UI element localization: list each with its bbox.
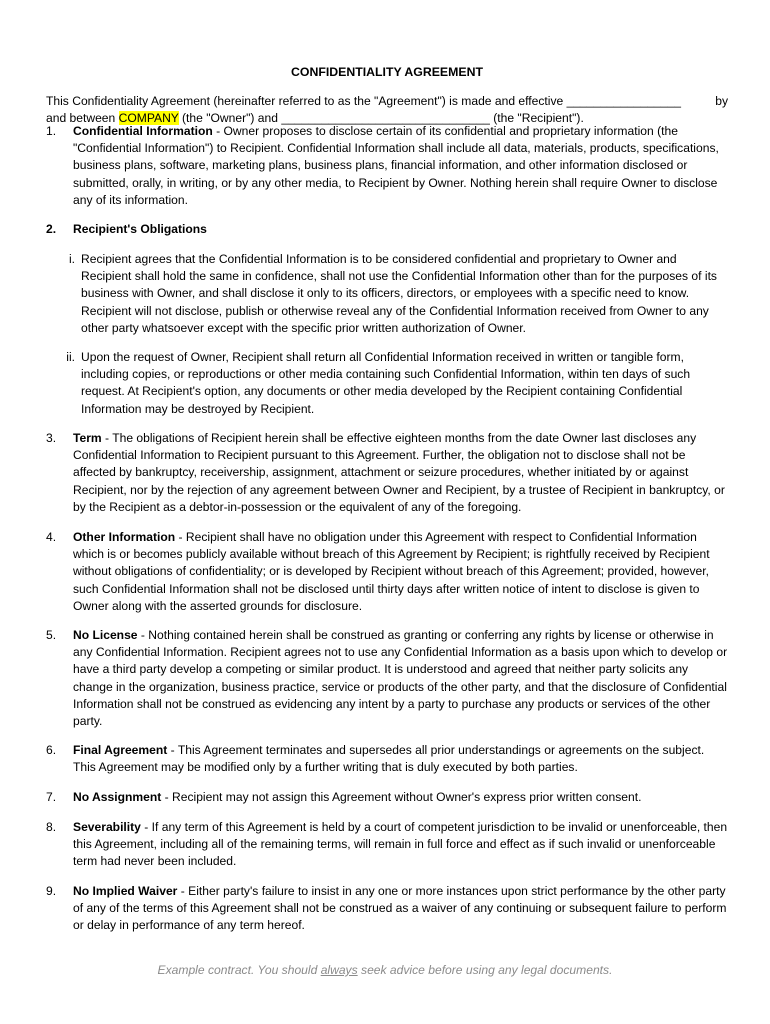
obligation-number: i. bbox=[68, 252, 75, 266]
section-body bbox=[73, 529, 728, 615]
section-8 bbox=[46, 819, 728, 871]
section-number: 8. bbox=[46, 820, 57, 834]
section-number: 2. bbox=[46, 222, 57, 236]
section-body bbox=[73, 221, 728, 238]
footer-pre: Example contract. You should bbox=[157, 963, 321, 977]
document-title: CONFIDENTIALITY AGREEMENT bbox=[291, 65, 483, 79]
section-body bbox=[73, 742, 728, 776]
disclaimer-footer bbox=[0, 962, 770, 979]
section-heading: Other Information bbox=[73, 530, 176, 544]
section-text: - Owner proposes to disclose certain of its confidential and proprietary information (the "Confidential Information") to Recipient. Confidential Information shall include all data, materials, products, specifications, business plans, software, marketing plans, business plans, financial information, and other information disclosed or submitted, orally, in writing, or by any other media, to Recipient by Owner. Nothing herein shall require Owner to disclose any of its information. bbox=[73, 124, 719, 207]
section-text: - Recipient may not assign this Agreement without Owner's express prior written consent. bbox=[161, 790, 642, 804]
obligation-text: Recipient agrees that the Confidential Information is to be considered confidential and proprietary to Owner and Recipient shall hold the same in confidence, shall not use the Confidential Information other than for the purposes of its business with Owner, and shall disclose it only to its officers, directors, or employees with a specific need to know. Recipient will not disclose, publish or otherwise reveal any of the Confidential Information received from Owner to any other party whatsoever except with the specific prior written authorization of Owner. bbox=[81, 252, 717, 335]
section-text: - This Agreement terminates and supersedes all prior understandings or agreements on the subject. This Agreement may be modified only by a further writing that is duly executed by both parties. bbox=[73, 743, 705, 775]
section-heading: Severability bbox=[73, 820, 141, 834]
intro-line-2-post: (the "Owner") and _______________________________ (the "Recipient"). bbox=[178, 111, 584, 126]
section-5 bbox=[46, 627, 728, 730]
section-number: 1. bbox=[46, 124, 57, 138]
section-heading: Term bbox=[73, 431, 102, 445]
section-number: 9. bbox=[46, 884, 57, 898]
section-body bbox=[73, 430, 728, 516]
obligation-ii bbox=[46, 349, 728, 418]
section-text: - Either party's failure to insist in any one or more instances upon strict performance by the other party of any of the terms of this Agreement shall not be construed as a waiver of any continuing or subsequent failure to perform or delay in performance of any term hereof. bbox=[73, 884, 727, 933]
section-heading: No Implied Waiver bbox=[73, 884, 178, 898]
obligation-text: Upon the request of Owner, Recipient shall return all Confidential Information received in written or tangible form, including copies, or reproductions or other media containing such Confidential Information, within ten days of such request. At Recipient's option, any documents or other media developed by the Recipient containing Confidential Information may be destroyed by Recipient. bbox=[81, 350, 691, 416]
section-number: 6. bbox=[46, 743, 57, 757]
section-number: 5. bbox=[46, 628, 57, 642]
section-body bbox=[73, 789, 728, 806]
section-number: 3. bbox=[46, 431, 57, 445]
section-body bbox=[73, 123, 728, 209]
intro-line-1 bbox=[46, 93, 728, 110]
section-number: 4. bbox=[46, 530, 57, 544]
section-heading: Final Agreement bbox=[73, 743, 168, 757]
section-2 bbox=[46, 221, 728, 238]
intro-line-1-text: This Confidentiality Agreement (hereinafter referred to as the "Agreement") is made and effective _________________ bbox=[46, 94, 681, 108]
section-heading: No Assignment bbox=[73, 790, 162, 804]
intro-line-1-end: by bbox=[715, 94, 728, 108]
section-text: - The obligations of Recipient herein shall be effective eighteen months from the date Owner last discloses any Confidential Information to Recipient pursuant to this Agreement. Further, the obligation not to disclose shall not be affected by bankruptcy, receivership, assignment, attachment or seizure procedures, whether initiated by or against Recipient, nor by the rejection of any agreement between Owner and Recipient, by a trustee of Recipient in bankruptcy, or by the Recipient as a debtor-in-possession or the equivalent of any of the foregoing. bbox=[73, 431, 725, 514]
obligation-i bbox=[46, 251, 728, 337]
footer-emphasis: always bbox=[320, 963, 358, 977]
section-6 bbox=[46, 742, 728, 776]
section-9 bbox=[46, 883, 728, 935]
section-number: 7. bbox=[46, 790, 57, 804]
company-highlight: COMPANY bbox=[118, 111, 179, 126]
footer-post: seek advice before using any legal documents. bbox=[357, 963, 613, 977]
section-text: - Nothing contained herein shall be construed as granting or conferring any rights by license or otherwise in any Confidential Information. Recipient agrees not to use any Confidential Information as a basis upon which to develop or have a third party develop a competing or similar product. It is understood and agreed that neither party solicits any change in the organization, business practice, service or products of the other party, and that the disclosure of Confidential Information shall not be construed as evidencing any intent by a party to purchase any products or services of the other party. bbox=[73, 628, 728, 729]
obligation-number: ii. bbox=[66, 350, 75, 364]
section-body bbox=[73, 819, 728, 871]
section-text: - Recipient shall have no obligation under this Agreement with respect to Confidential Information which is or becomes publicly available without breach of this Agreement by Recipient; is rightfully received by Recipient without obligations of confidentiality; or is developed by Recipient without breach of this Agreement; provided, however, such Confidential Information shall not be disclosed until thirty days after written notice of intent to disclose is given to Owner along with the asserted grounds for disclosure. bbox=[73, 530, 710, 613]
section-7 bbox=[46, 789, 728, 806]
section-3 bbox=[46, 430, 728, 516]
section-heading: Recipient's Obligations bbox=[73, 222, 207, 236]
section-heading: Confidential Information bbox=[73, 124, 213, 138]
section-body bbox=[73, 883, 728, 935]
section-heading: No License bbox=[73, 628, 138, 642]
section-body bbox=[73, 627, 728, 730]
intro-line-2-pre: and between bbox=[46, 111, 119, 126]
section-4 bbox=[46, 529, 728, 615]
section-text: - If any term of this Agreement is held by a court of competent jurisdiction to be invalid or unenforceable, then this Agreement, including all of the remaining terms, will remain in full force and effect as if such invalid or unenforceable term had never been included. bbox=[73, 820, 728, 869]
section-1 bbox=[46, 123, 728, 209]
